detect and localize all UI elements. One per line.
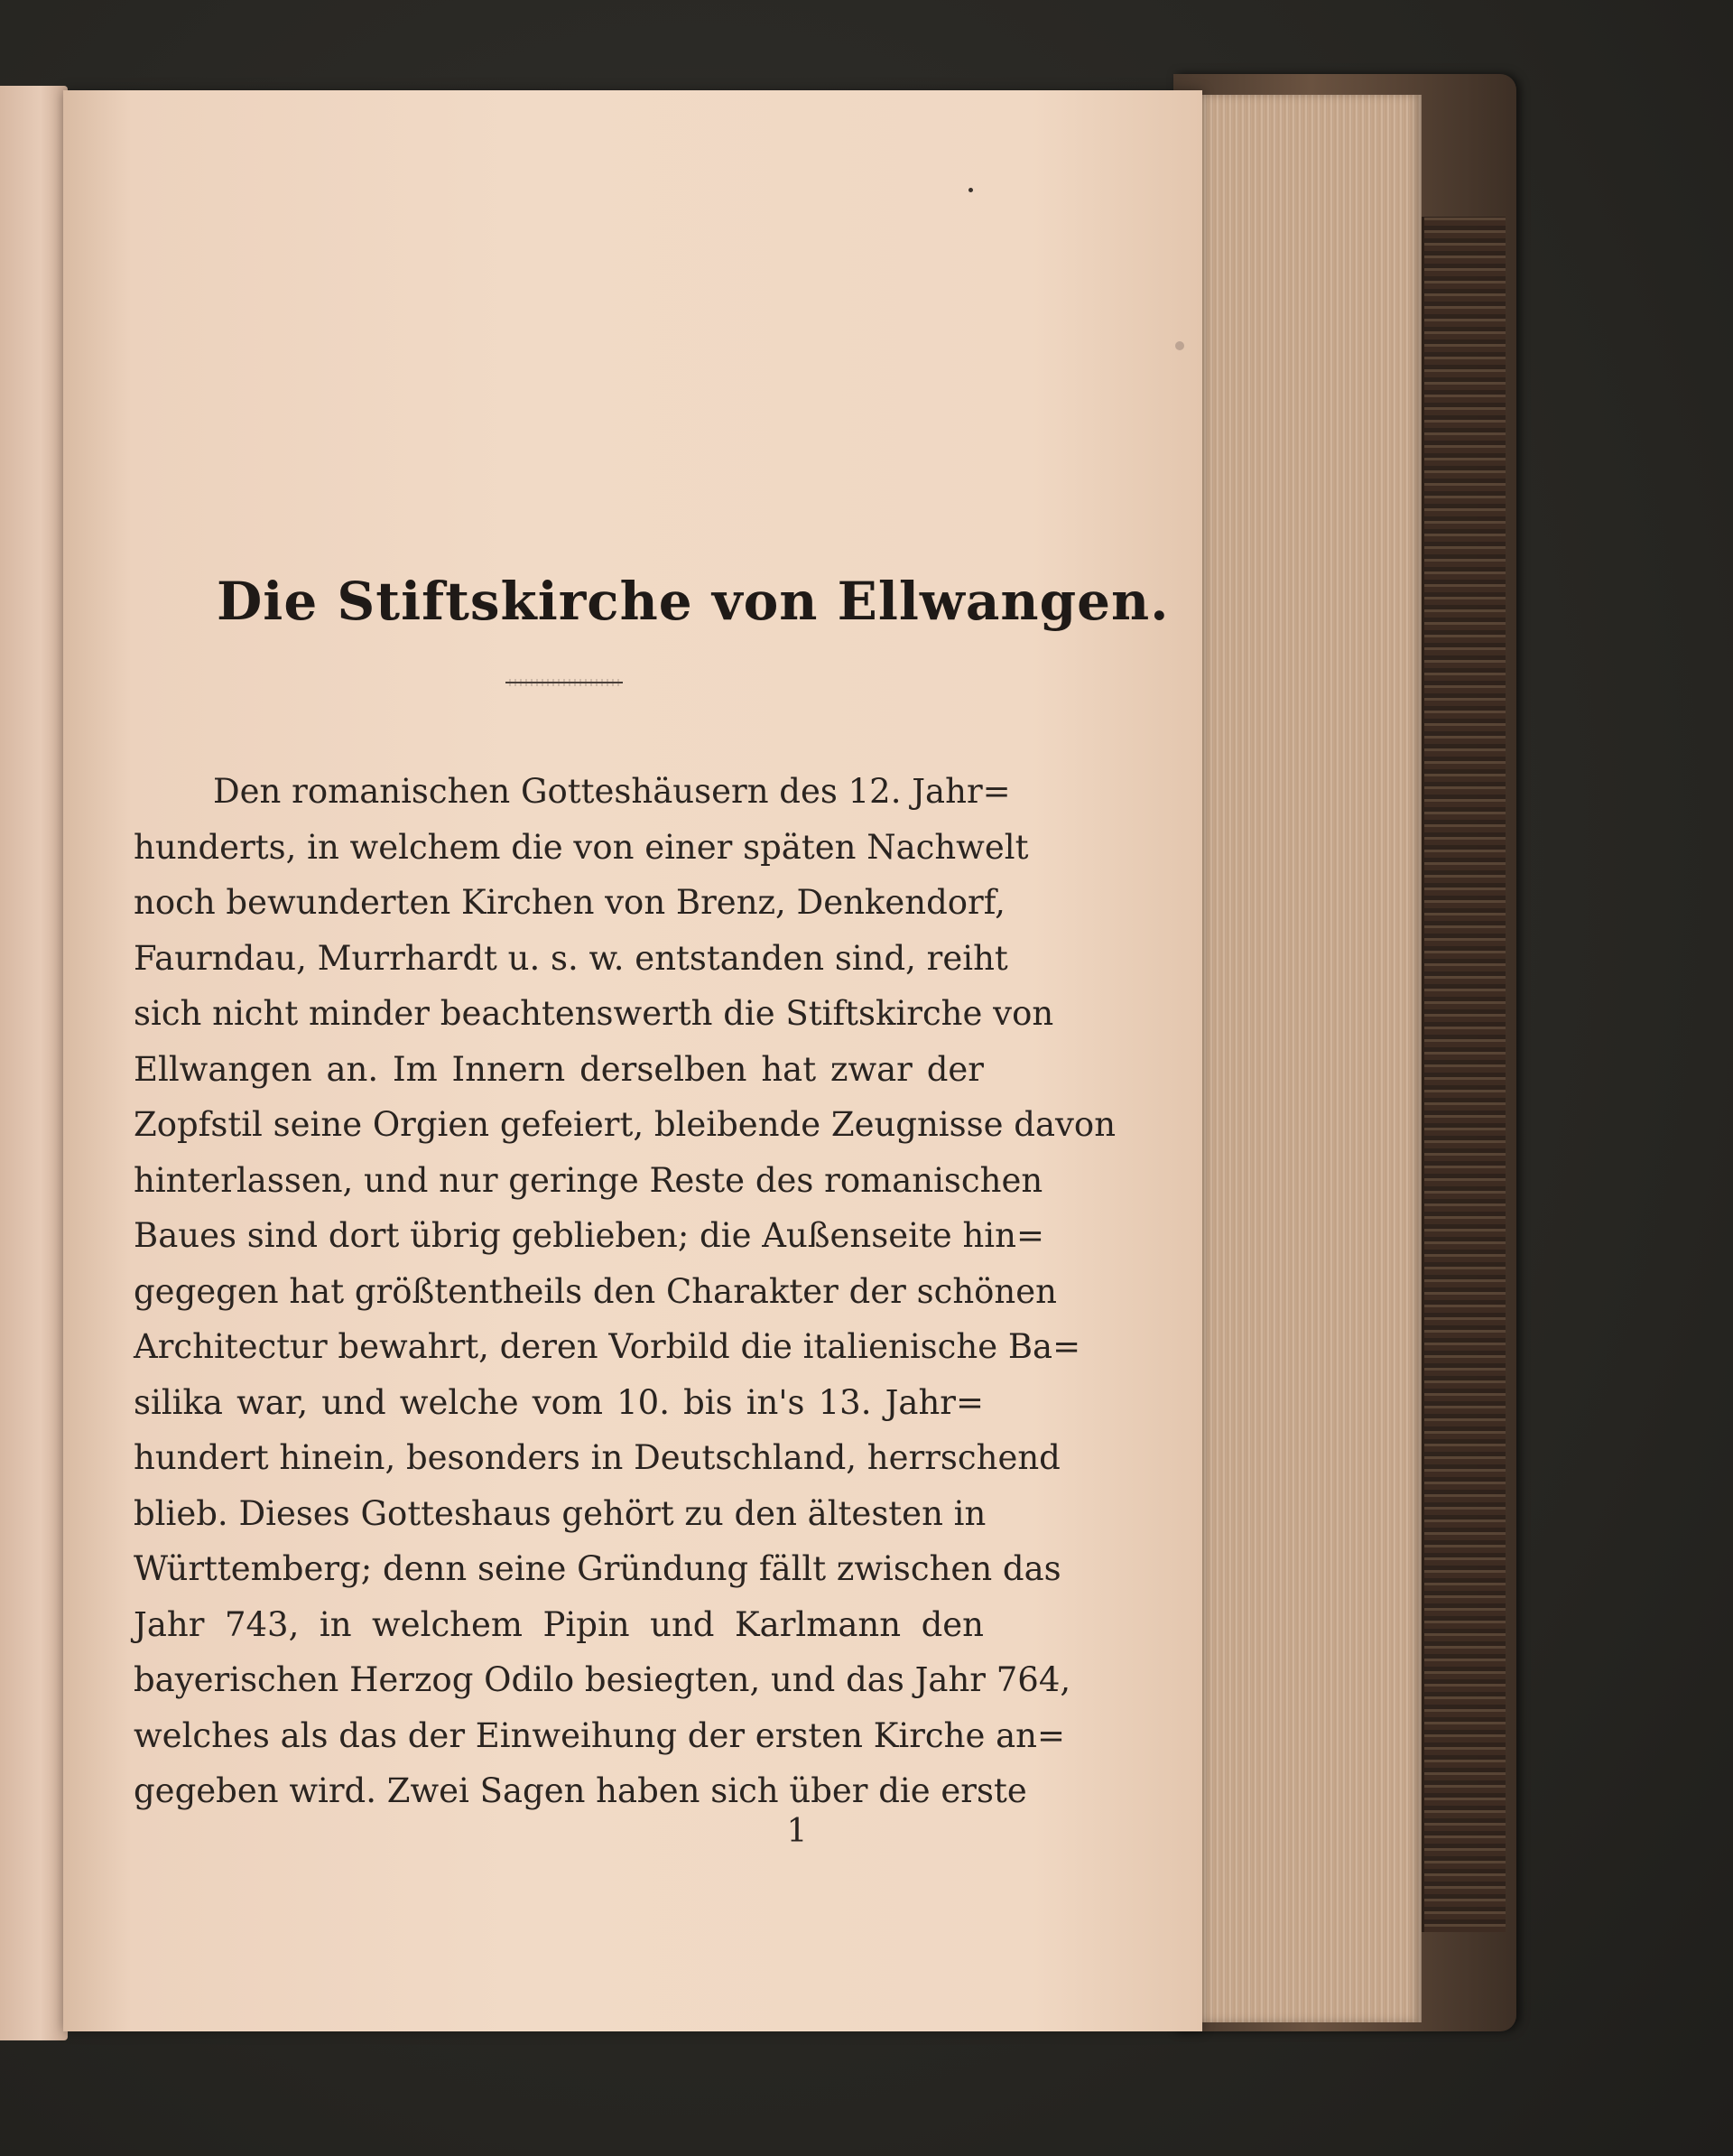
text-line: Den romanischen Gotteshäusern des 12. Jahr= xyxy=(213,772,1011,811)
text-line: bayerischen Herzog Odilo besiegten, und das Jahr 764, xyxy=(134,1660,1071,1699)
text-line: hunderts, in welchem die von einer späten Nachwelt xyxy=(134,827,1029,867)
text-line: hundert hinein, besonders in Deutschland, herrschend xyxy=(134,1438,1061,1477)
body-text xyxy=(134,764,1117,1819)
text-line: gegeben wird. Zwei Sagen haben sich über die erste xyxy=(134,1771,1027,1810)
text-line: blieb. Dieses Gotteshaus gehört zu den ältesten in xyxy=(134,1493,987,1533)
text-line: hinterlassen, und nur geringe Reste des romanischen xyxy=(134,1160,1043,1200)
page-spot xyxy=(1175,341,1184,350)
title-rule xyxy=(505,682,623,683)
text-line: Ellwangen an. Im Innern derselben hat zwar der xyxy=(134,1049,984,1089)
text-line: Württemberg; denn seine Gründung fällt zwischen das xyxy=(134,1549,1061,1588)
ink-dot xyxy=(968,188,973,192)
text-line: Jahr 743, in welchem Pipin und Karlmann den xyxy=(134,1604,984,1644)
book-spine xyxy=(1422,217,1506,1932)
left-page-edge xyxy=(0,86,68,2040)
text-line: noch bewunderten Kirchen von Brenz, Denkendorf, xyxy=(134,883,1006,922)
text-line: Baues sind dort übrig geblieben; die Außenseite hin= xyxy=(134,1216,1044,1255)
text-line: silika war, und welche vom 10. bis in's 13. Jahr= xyxy=(134,1382,984,1422)
page-number: 1 xyxy=(786,1813,808,1850)
chapter-title: Die Stiftskirche von Ellwangen. xyxy=(217,571,1170,632)
text-line: welches als das der Einweihung der ersten Kirche an= xyxy=(134,1715,1065,1755)
text-line: gegegen hat größtentheils den Charakter der schönen xyxy=(134,1271,1057,1311)
text-line: Faurndau, Murrhardt u. s. w. entstanden sind, reiht xyxy=(134,938,1008,978)
text-line: Architectur bewahrt, deren Vorbild die italienische Ba= xyxy=(134,1327,1081,1366)
page-edges xyxy=(1200,95,1422,2022)
text-line: Zopfstil seine Orgien gefeiert, bleibende Zeugnisse davon xyxy=(134,1105,1117,1144)
text-line: sich nicht minder beachtenswerth die Stiftskirche von xyxy=(134,994,1054,1033)
